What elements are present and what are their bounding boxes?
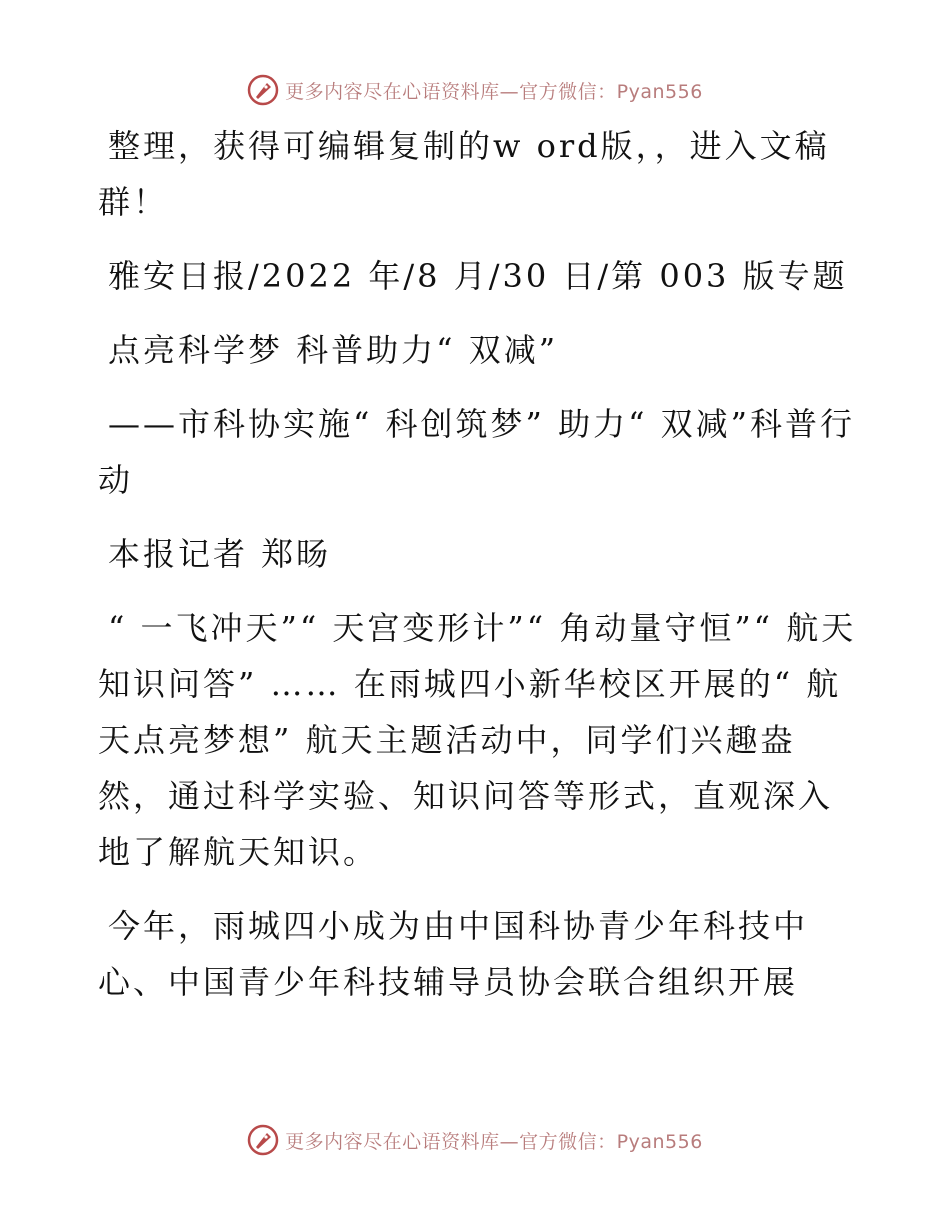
document-body [98,118,858,1010]
header-banner [0,70,950,110]
pen-nib-logo-icon [247,74,279,106]
pen-nib-logo-icon [247,1124,279,1156]
header-banner-text: 更多内容尽在心语资料库—官方微信：Pyan556 [285,80,703,103]
article-subtitle: ——市科协实施“ 科创筑梦” 助力“ 双减”科普行动 [98,405,855,499]
body-paragraph-1: “ 一飞冲天”“ 天宫变形计”“ 角动量守恒”“ 航天知识问答” …… 在雨城四小新华校区开展的“ 航天点亮梦想” 航天主题活动中，同学们兴趣盎然，通过科学实验、知识问答等形式，直观深入地了解航天知识。 [98,609,857,871]
byline: 本报记者 郑旸 [108,535,332,573]
intro-paragraph: 整理，获得可编辑复制的w ord版，，进入文稿群！ [98,127,830,221]
footer-banner [0,1120,950,1160]
body-paragraph-2: 今年，雨城四小成为由中国科协青少年科技中心、中国青少年科技辅导员协会联合组织开展 [98,907,809,1001]
source-line: 雅安日报/2022 年/8 月/30 日/第 003 版专题 [108,257,848,295]
article-title: 点亮科学梦 科普助力“ 双减” [108,331,559,369]
footer-banner-text: 更多内容尽在心语资料库—官方微信：Pyan556 [285,1130,703,1153]
